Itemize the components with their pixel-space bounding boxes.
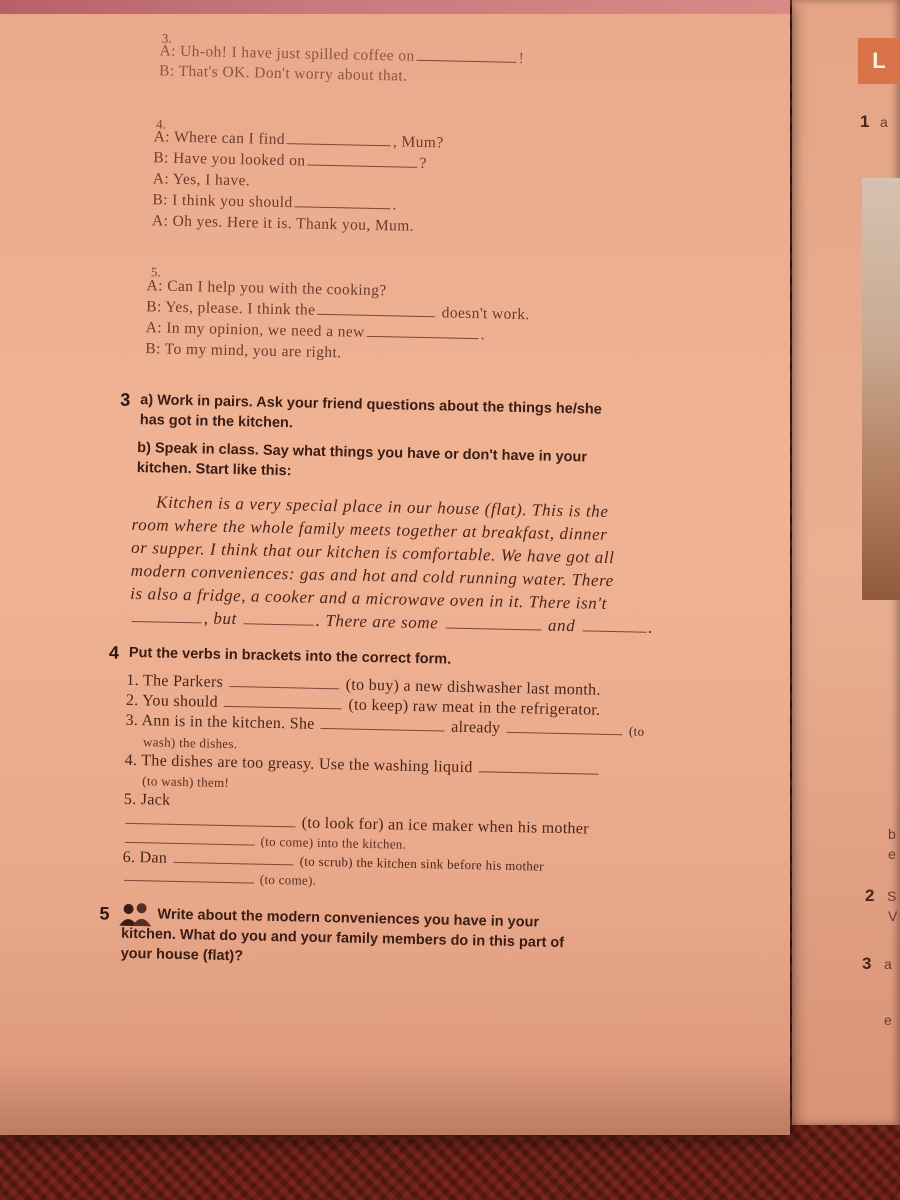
adjacent-page-badge: L	[858, 38, 900, 84]
exercise-line: 4. The dishes are too greasy. Use the washing liquid	[125, 752, 602, 780]
exercise-line: (to come) into the kitchen.	[123, 831, 406, 853]
task-instruction: your house (flat)?	[120, 945, 244, 965]
exercise-line: 2. You should (to keep) raw meat in the refrigerator.	[125, 691, 601, 719]
exercise-line: (to wash) them!	[142, 773, 230, 791]
adjacent-task-text: S	[887, 888, 897, 904]
dialog-number: 3.	[161, 30, 172, 46]
exercise-line: 6. Dan (to scrub) the kitchen sink before his mother	[122, 848, 545, 874]
dialog-line: A: Can I help you with the cooking?	[146, 277, 387, 300]
sample-text-line: Kitchen is a very special place in our house (flat). This is the	[155, 492, 609, 521]
task-instruction: kitchen. Start like this:	[136, 460, 292, 480]
dialog-line: A: Yes, I have.	[152, 170, 251, 190]
pair-work-icon	[117, 902, 153, 927]
dialog-line: B: That's OK. Don't worry about that.	[158, 62, 408, 85]
sample-text-line: or supper. I think that our kitchen is comfortable. We have got all	[130, 537, 615, 568]
task-instruction: b) Speak in class. Say what things you have or don't have in your	[137, 440, 588, 466]
dialog-number: 5.	[150, 264, 161, 280]
exercise-line: (to come).	[122, 869, 316, 889]
adjacent-page-photo	[862, 178, 900, 600]
exercise-line: 1. The Parkers (to buy) a new dishwasher last month.	[126, 671, 601, 699]
task-instruction: kitchen. What do you and your family members do in this part of	[120, 925, 565, 952]
exercise-line: 5. Jack	[123, 790, 171, 809]
sample-text-line: , but . There are some and .	[129, 607, 653, 638]
page-bottom-shadow	[0, 1060, 790, 1140]
adjacent-task-text: V	[888, 908, 898, 924]
dialog-line: A: Uh-oh! I have just spilled coffee on !	[159, 42, 525, 68]
dialog-line: A: In my opinion, we need a new .	[145, 319, 486, 344]
dialog-line: B: To my mind, you are right.	[145, 340, 342, 362]
sample-text-line: modern conveniences: gas and hot and cold running water. There	[130, 560, 615, 591]
task-number: 4	[108, 642, 120, 663]
dialog-line: B: Have you looked on ?	[153, 149, 427, 173]
adjacent-task-number: 3	[862, 954, 872, 973]
exercise-line: (to look for) an ice maker when his mother	[123, 811, 589, 839]
exercise-line: wash) the dishes.	[142, 734, 238, 752]
adjacent-task-text: e	[884, 1012, 892, 1028]
exercise-line: 3. Ann is in the kitchen. She already (to	[125, 711, 645, 739]
dialog-line: A: Oh yes. Here it is. Thank you, Mum.	[151, 212, 415, 235]
task-instruction: Write about the modern conveniences you have in your	[157, 906, 540, 931]
dialog-line: B: Yes, please. I think the doesn't work.	[146, 298, 530, 324]
adjacent-task-text: a	[880, 114, 888, 130]
dialog-line: A: Where can I find , Mum?	[153, 128, 444, 152]
task-instruction: has got in the kitchen.	[139, 412, 294, 432]
sample-text-line: is also a fridge, a cooker and a microwave oven in it. There isn't	[129, 583, 608, 613]
task-number: 5	[99, 903, 110, 924]
task-number: 3	[120, 389, 131, 410]
adjacent-task-number: 1	[860, 112, 870, 131]
dialog-number: 4.	[155, 116, 166, 132]
adjacent-task-text: e	[888, 846, 896, 862]
task-instruction: a) Work in pairs. Ask your friend questions about the things he/she	[140, 392, 602, 418]
adjacent-task-text: b	[888, 826, 896, 842]
adjacent-task-text: a	[884, 956, 892, 972]
dialog-line: B: I think you should .	[152, 191, 398, 214]
adjacent-task-number: 2	[865, 886, 875, 905]
sample-text-line: room where the whole family meets together at breakfast, dinner	[131, 514, 608, 544]
task-instruction: Put the verbs in brackets into the correct form.	[128, 644, 452, 668]
